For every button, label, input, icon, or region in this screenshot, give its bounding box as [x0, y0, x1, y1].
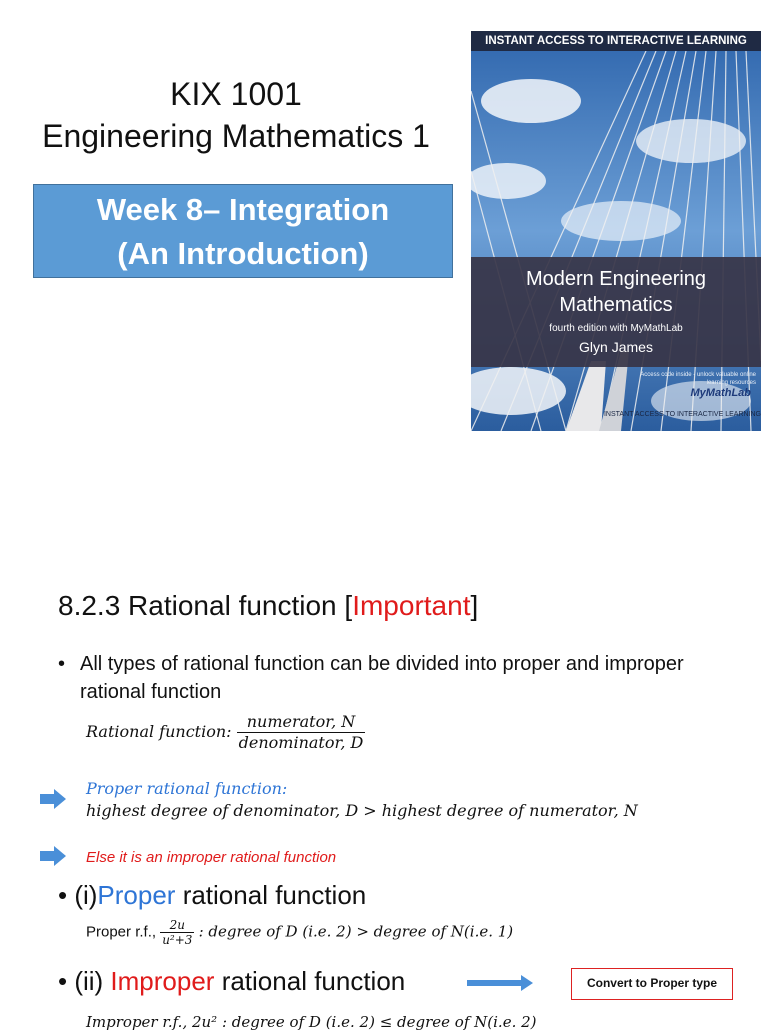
bullet-improper — [58, 964, 405, 998]
bullet-proper-suffix: rational function — [175, 880, 367, 910]
bullet-dot: • — [58, 966, 75, 996]
rational-denominator: denominator, D — [238, 733, 364, 752]
proper-example-label: Proper r.f., — [86, 923, 161, 941]
proper-example-rule: : degree of D (i.e. 2) > degree of N(i.e. 1) — [198, 922, 514, 941]
bullet-improper-word: Improper — [110, 966, 215, 996]
proper-example-fraction — [160, 918, 194, 947]
improper-note: Else it is an improper rational function — [86, 849, 337, 866]
course-code: KIX 1001 — [170, 76, 302, 112]
week-topic-box — [33, 184, 453, 278]
important-tag: Important — [352, 590, 471, 621]
bullet-rational-types — [58, 650, 738, 706]
book-bottom-text: INSTANT ACCESS TO INTERACTIVE LEARNING — [603, 411, 761, 418]
proper-example-den: u²+3 — [162, 933, 193, 947]
book-banner: INSTANT ACCESS TO INTERACTIVE LEARNING — [471, 31, 761, 51]
long-right-arrow-icon — [467, 973, 533, 993]
book-title-line1: Modern Engineering — [525, 268, 707, 290]
bullet-rational-types-text: All types of rational function can be divided into proper and improper rational function — [80, 653, 684, 703]
bullet-improper-prefix: (ii) — [74, 966, 111, 996]
rational-function-label: Rational function: — [86, 722, 237, 741]
course-title: Engineering Mathematics 1 — [42, 118, 430, 154]
right-arrow-icon — [40, 846, 66, 866]
rational-fraction — [237, 712, 366, 753]
bracket-open: [ — [344, 590, 353, 621]
bullet-dot: • — [58, 880, 75, 910]
proper-definition-rule: highest degree of denominator, D > highest degree of numerator, N — [86, 801, 638, 820]
week-topic-line1: Week 8– Integration — [96, 192, 390, 227]
book-title-line2: Mathematics — [559, 294, 673, 316]
proper-example — [86, 918, 513, 947]
bullet-improper-suffix: rational function — [214, 966, 406, 996]
book-edition: fourth edition with MyMathLab — [549, 323, 683, 334]
right-arrow-icon — [40, 789, 66, 809]
bullet-proper — [58, 878, 366, 912]
proper-example-num: 2u — [160, 918, 194, 933]
bracket-close: ] — [470, 590, 479, 621]
improper-example-cutoff: Improper r.f., 2u² : degree of D (i.e. 2) ≤ degree of N(i.e. 2) — [86, 1013, 537, 1031]
bullet-dot: • — [58, 653, 66, 675]
book-author: Glyn James — [579, 339, 653, 355]
convert-to-proper-box: Convert to Proper type — [571, 968, 733, 1000]
book-access-note: Access code inside - unlock valuable online learning resources — [640, 372, 756, 386]
rational-numerator: numerator, N — [237, 712, 366, 733]
bullet-proper-prefix: (i) — [74, 880, 98, 910]
bullet-proper-word: Proper — [97, 880, 176, 910]
book-title-panel — [471, 257, 761, 367]
proper-definition-label: Proper rational function: — [86, 779, 288, 798]
rational-function-formula — [86, 712, 365, 753]
week-topic-line2: (An Introduction) — [117, 236, 369, 271]
section-title-main: 8.2.3 Rational function — [58, 590, 345, 621]
section-title — [58, 588, 478, 624]
book-cover-image — [471, 31, 761, 431]
mymathlab-logo: MyMathLab — [690, 387, 751, 399]
